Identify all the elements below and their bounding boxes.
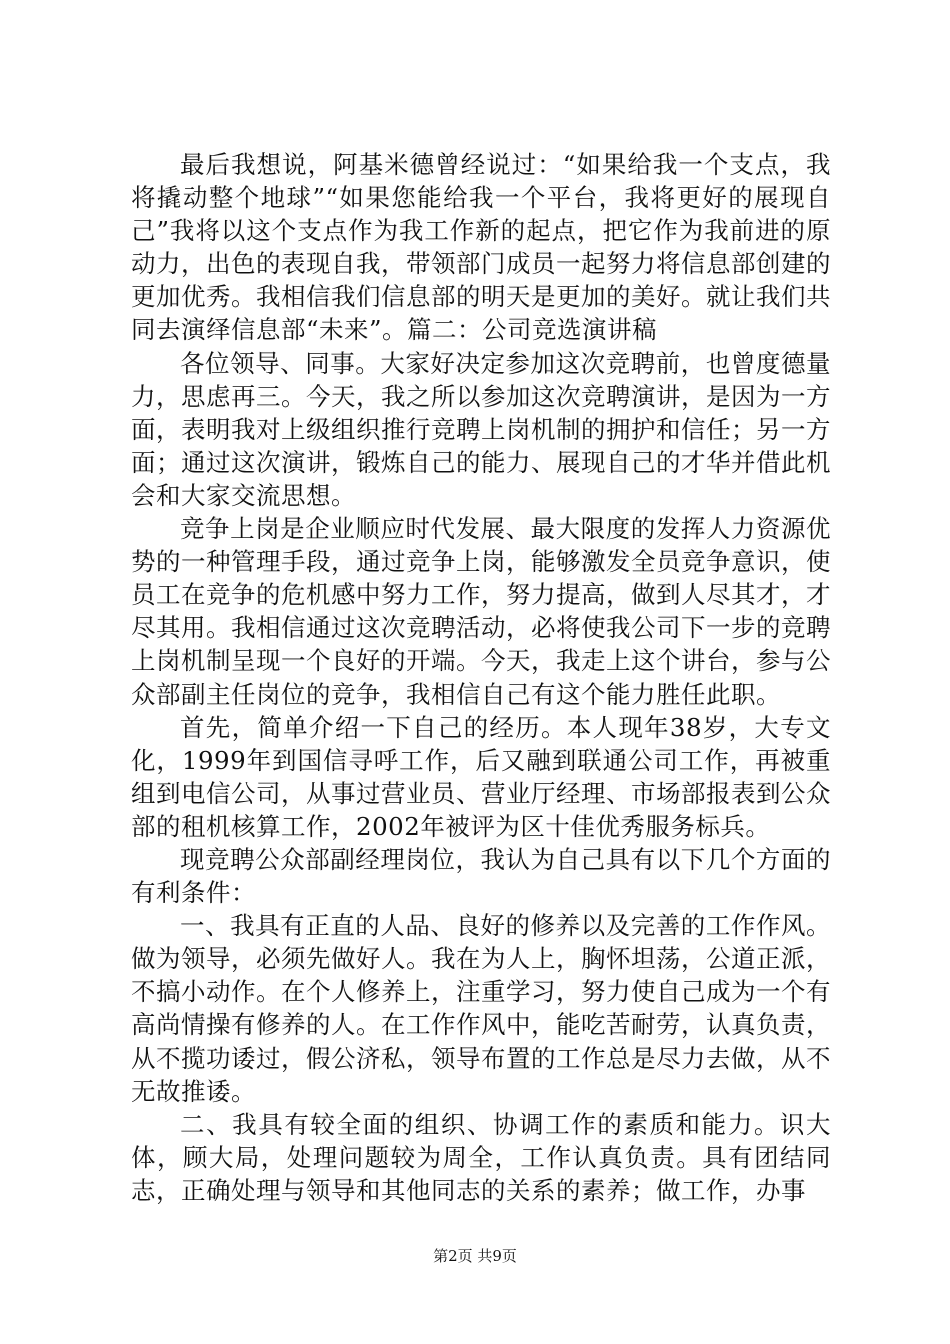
paragraph-conditions-intro: 现竞聘公众部副经理岗位，我认为自己具有以下几个方面的有利条件： (131, 844, 831, 908)
page-number-footer: 第2页 共9页 (433, 1247, 517, 1265)
paragraph-condition-one: 一、我具有正直的人品、良好的修养以及完善的工作作风。做为领导，必须先做好人。我在为人上，胸怀坦荡，公道正派，不搞小动作。在个人修养上，注重学习，努力使自己成为一个有高尚情操有修养的人。在工作作风中，能吃苦耐劳，认真负责，从不揽功诿过，假公济私，领导布置的工作总是尽力去做，从不无故推诿。 (131, 911, 831, 1106)
paragraph-greeting: 各位领导、同事。大家好决定参加这次竞聘前，也曾度德量力，思虑再三。今天，我之所以参加这次竞聘演讲，是因为一方面，表明我对上级组织推行竞聘上岗机制的拥护和信任；另一方面；通过这次演讲，锻炼自己的能力、展现自己的才华并借此机会和大家交流思想。 (131, 348, 831, 510)
paragraph-closing-remarks: 最后我想说，阿基米德曾经说过：“如果给我一个支点，我将撬动整个地球”“如果您能给我一个平台，我将更好的展现自己”我将以这个支点作为我工作新的起点，把它作为我前进的原动力，出色的表现自我，带领部门成员一起努力将信息部创建的更加优秀。我相信我们信息部的明天是更加的美好。就让我们共同去演绎信息部“未来”。篇二：公司竞选演讲稿 (131, 150, 831, 345)
document-body (131, 148, 831, 1207)
paragraph-background: 首先，简单介绍一下自己的经历。本人现年38岁，大专文化，1999年到国信寻呼工作，后又融到联通公司工作，再被重组到电信公司，从事过营业员、营业厅经理、市场部报表到公众部的租机核算工作，2002年被评为区十佳优秀服务标兵。 (131, 712, 831, 841)
paragraph-condition-two: 二、我具有较全面的组织、协调工作的素质和能力。识大体，顾大局，处理问题较为周全，工作认真负责。具有团结同志，正确处理与领导和其他同志的关系的素养；做工作，办事 (131, 1109, 831, 1205)
paragraph-competition: 竞争上岗是企业顺应时代发展、最大限度的发挥人力资源优势的一种管理手段，通过竞争上岗，能够激发全员竞争意识，使员工在竞争的危机感中努力工作，努力提高，做到人尽其才，才尽其用。我相信通过这次竞聘活动，必将使我公司下一步的竞聘上岗机制呈现一个良好的开端。今天，我走上这个讲台，参与公众部副主任岗位的竞争，我相信自己有这个能力胜任此职。 (131, 514, 831, 709)
